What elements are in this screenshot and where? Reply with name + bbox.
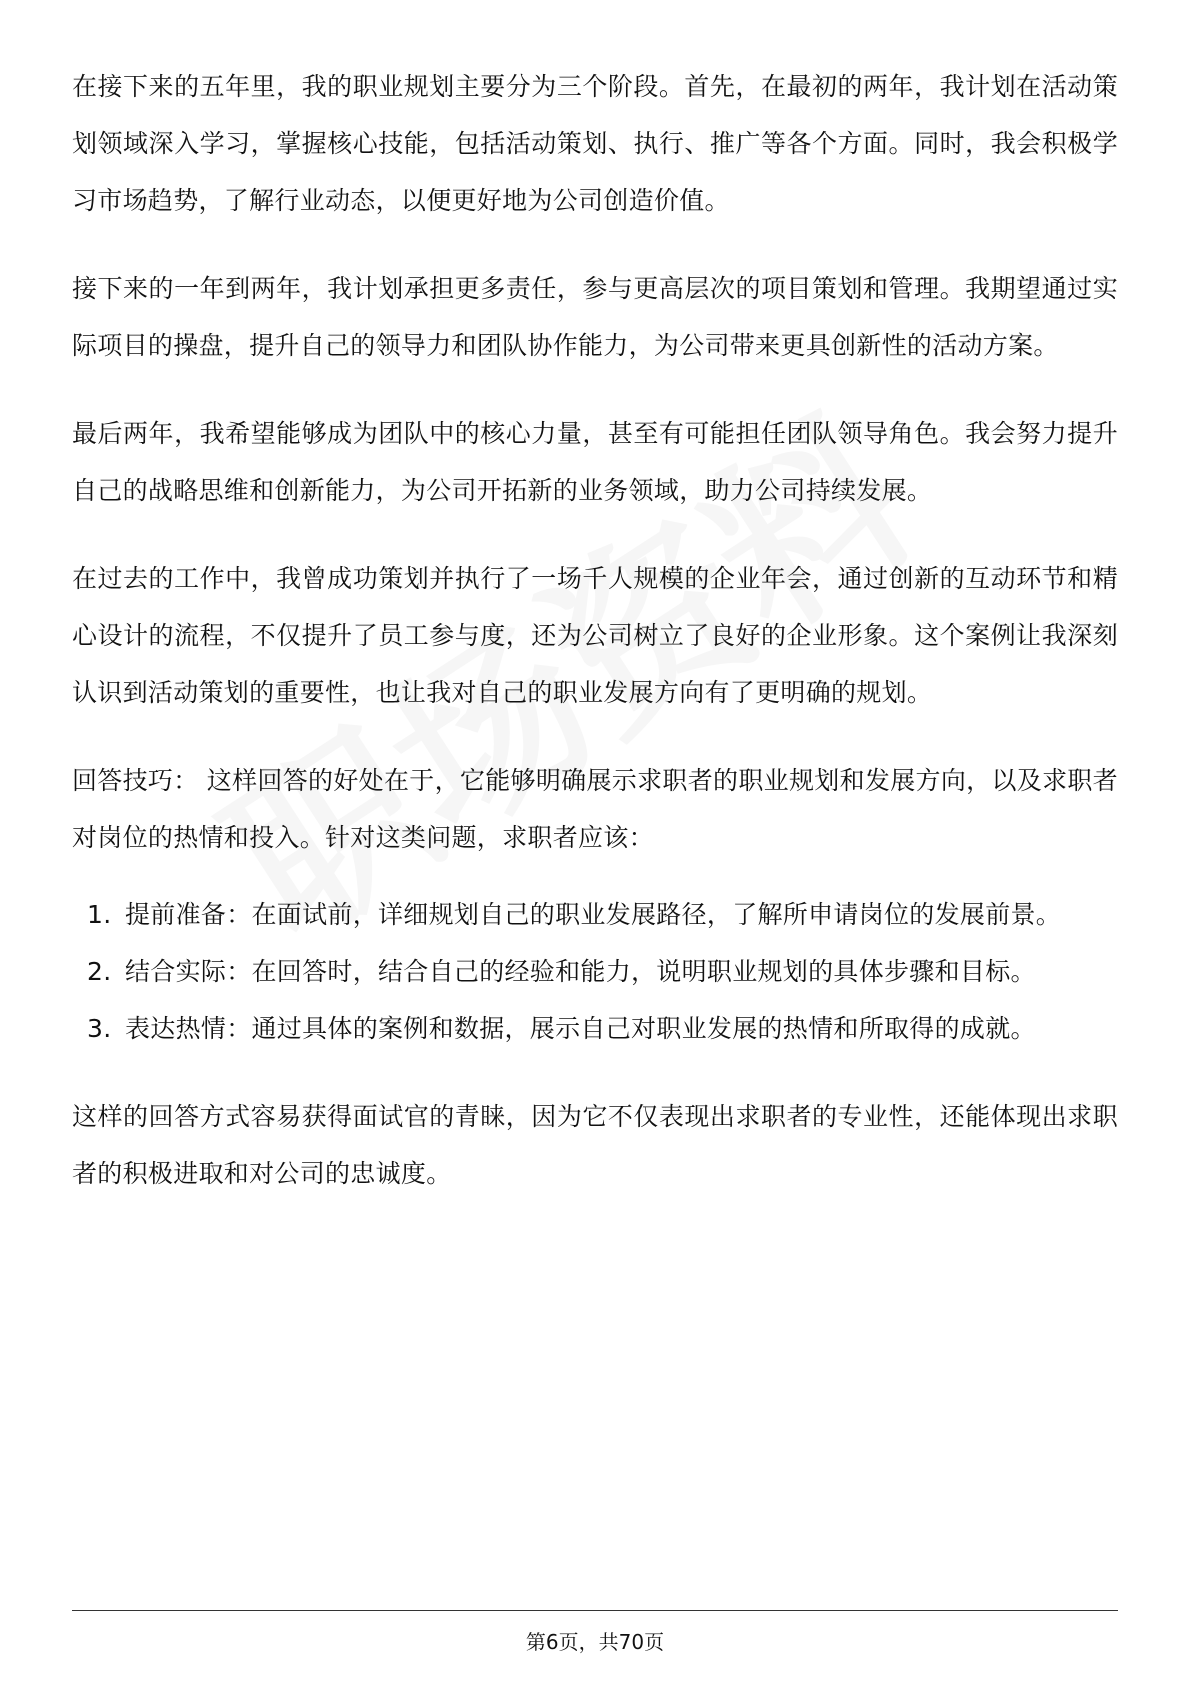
list-item xyxy=(72,943,1118,1000)
footer-divider xyxy=(72,1610,1118,1611)
list-number: 3. xyxy=(87,1014,112,1043)
list-number: 1. xyxy=(87,900,112,929)
list-number: 2. xyxy=(87,957,112,986)
tips-list xyxy=(72,886,1118,1057)
list-item-text: 结合实际：在回答时，结合自己的经验和能力，说明职业规划的具体步骤和目标。 xyxy=(125,957,1036,986)
list-item-text: 提前准备：在面试前，详细规划自己的职业发展路径，了解所申请岗位的发展前景。 xyxy=(125,900,1062,929)
paragraph-conclusion: 这样的回答方式容易获得面试官的青睐，因为它不仅表现出求职者的专业性，还能体现出求职者的积极进取和对公司的忠诚度。 xyxy=(72,1102,1118,1188)
list-item xyxy=(72,886,1118,943)
paragraph-next-stage: 接下来的一年到两年，我计划承担更多责任，参与更高层次的项目策划和管理。我期望通过实际项目的操盘，提升自己的领导力和团队协作能力，为公司带来更具创新性的活动方案。 xyxy=(72,274,1118,360)
answer-tips-intro: 回答技巧： 这样回答的好处在于，它能够明确展示求职者的职业规划和发展方向，以及求职者对岗位的热情和投入。针对这类问题，求职者应该： xyxy=(72,766,1118,852)
list-item xyxy=(72,1000,1118,1057)
document-body xyxy=(72,58,1118,1233)
paragraph-five-year-plan: 在接下来的五年里，我的职业规划主要分为三个阶段。首先，在最初的两年，我计划在活动策划领域深入学习，掌握核心技能，包括活动策划、执行、推广等各个方面。同时，我会积极学习市场趋势，了解行业动态，以便更好地为公司创造价值。 xyxy=(72,72,1118,215)
paragraph-past-experience: 在过去的工作中，我曾成功策划并执行了一场千人规模的企业年会，通过创新的互动环节和精心设计的流程，不仅提升了员工参与度，还为公司树立了良好的企业形象。这个案例让我深刻认识到活动策划的重要性，也让我对自己的职业发展方向有了更明确的规划。 xyxy=(72,564,1118,707)
list-item-text: 表达热情：通过具体的案例和数据，展示自己对职业发展的热情和所取得的成就。 xyxy=(125,1014,1036,1043)
page-number: 第6页，共70页 xyxy=(525,1630,665,1654)
paragraph-final-stage: 最后两年，我希望能够成为团队中的核心力量，甚至有可能担任团队领导角色。我会努力提升自己的战略思维和创新能力，为公司开拓新的业务领域，助力公司持续发展。 xyxy=(72,419,1118,505)
